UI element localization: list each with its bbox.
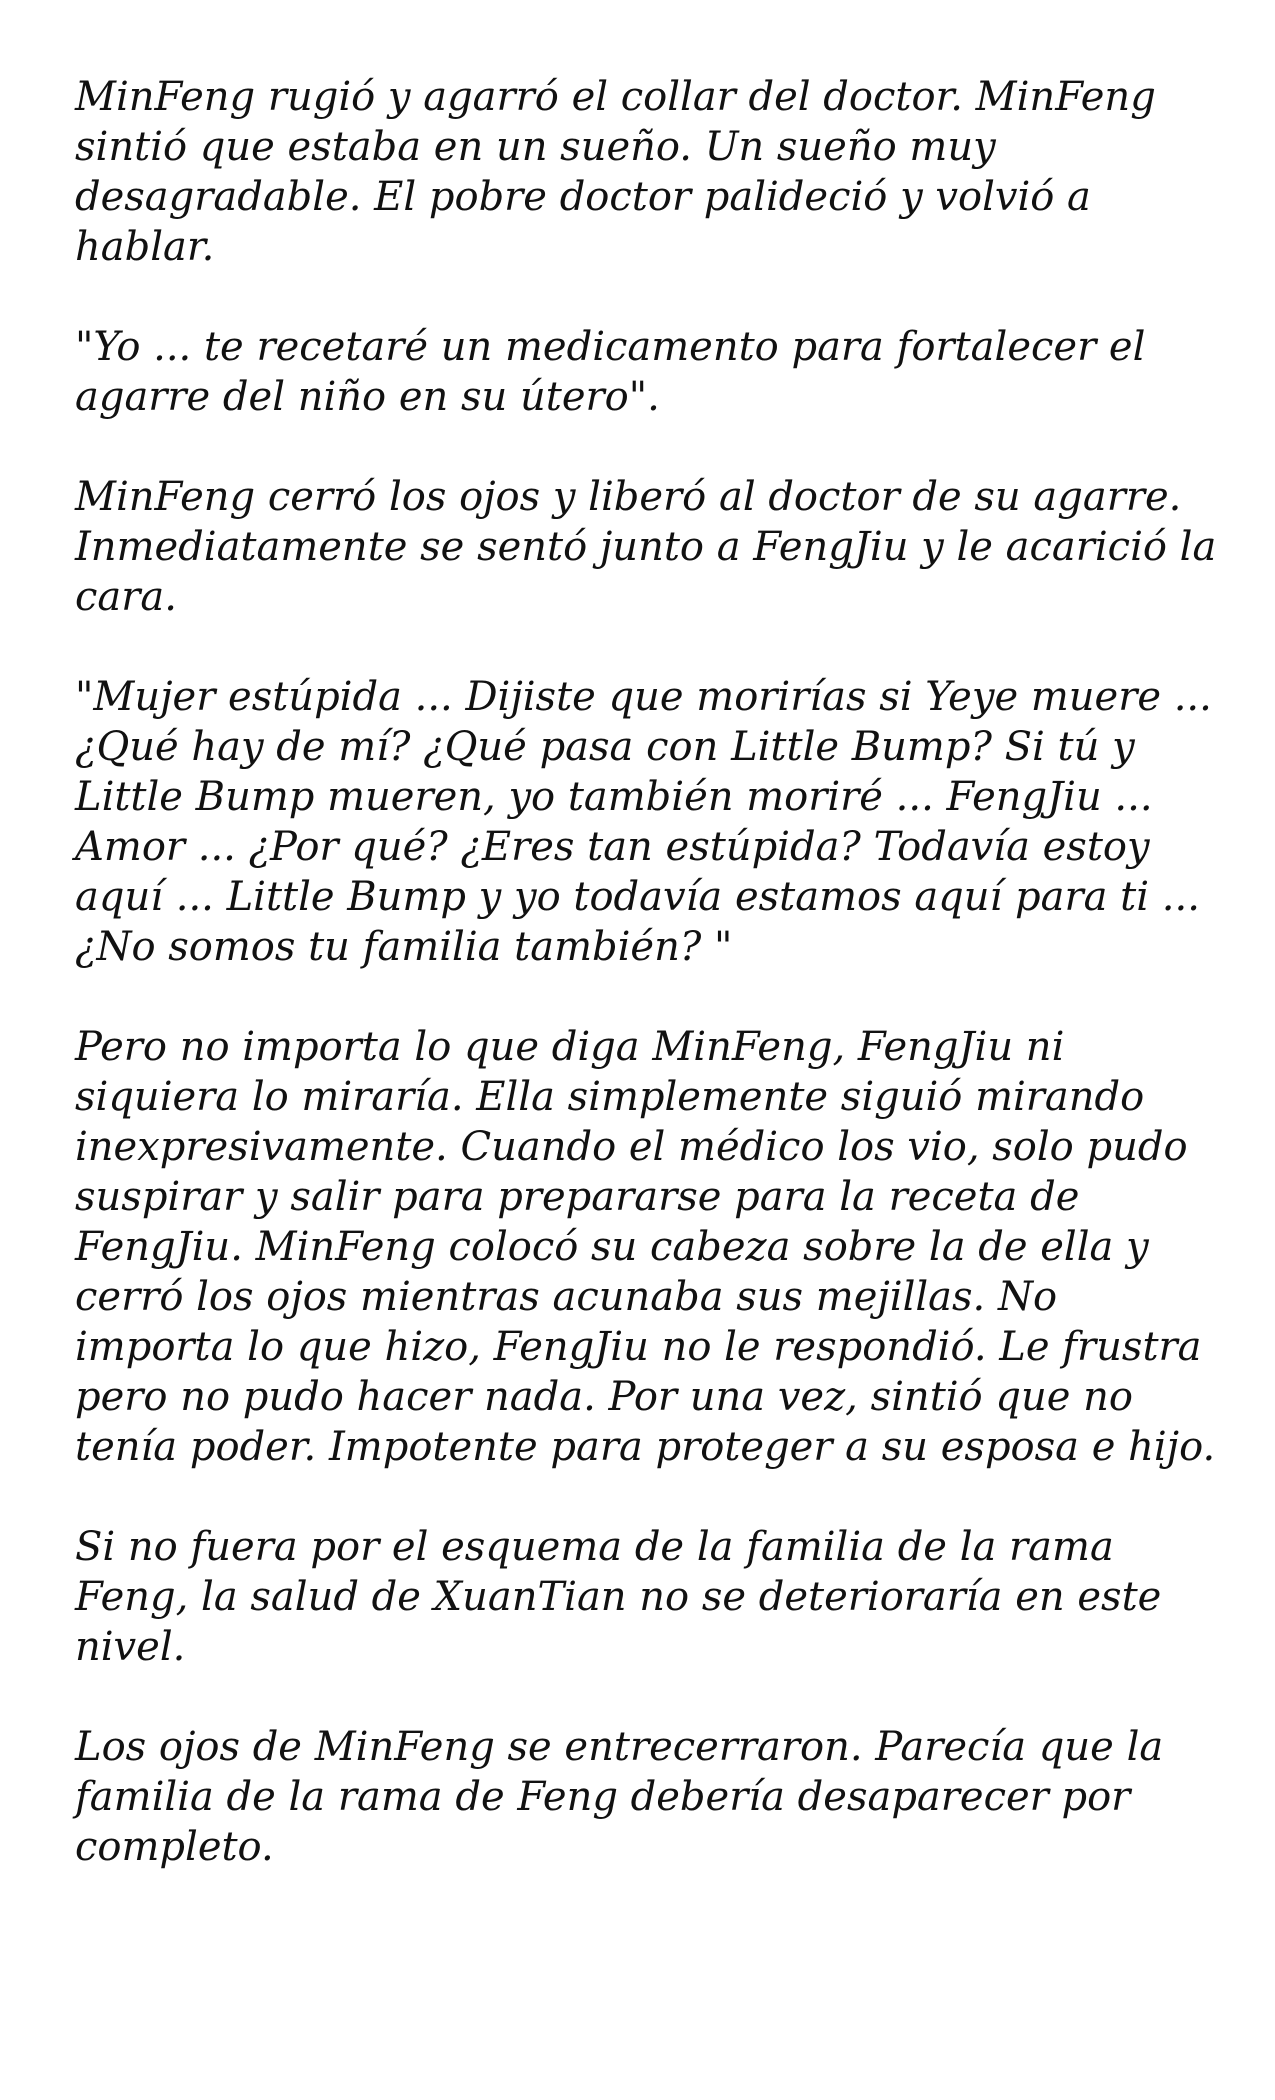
paragraph-5: Pero no importa lo que diga MinFeng, FengJiu ni siquiera lo miraría. Ella simplemente siguió mirando inexpresivamente. Cuando el médico los vio, solo pudo suspirar y salir para prepararse para la receta de FengJiu. MinFeng colocó su cabeza sobre la de ella y cerró los ojos mientras acunaba sus mejillas. No importa lo que hizo, FengJiu no le respondió. Le frustra pero no pudo hacer nada. Por una vez, sintió que no tenía poder. Impotente para proteger a su esposa e hijo. — [75, 1024, 1216, 1470]
story-text — [75, 72, 1220, 1872]
paragraph-3: MinFeng cerró los ojos y liberó al doctor de su agarre. Inmediatamente se sentó junto a FengJiu y le acarició la cara. — [75, 474, 1217, 620]
paragraph-4: "Mujer estúpida ... Dijiste que morirías si Yeye muere ... ¿Qué hay de mí? ¿Qué pasa con Little Bump? Si tú y Little Bump mueren, yo también moriré ... FengJiu ... Amor ... ¿Por qué? ¿Eres tan estúpida? Todavía estoy aquí ... Little Bump y yo todavía estamos aquí para ti ... ¿No somos tu familia también? " — [75, 674, 1212, 970]
paragraph-2: "Yo ... te recetaré un medicamento para fortalecer el agarre del niño en su útero". — [75, 324, 1146, 420]
paragraph-1: MinFeng rugió y agarró el collar del doctor. MinFeng sintió que estaba en un sueño. Un sueño muy desagradable. El pobre doctor palideció y volvió a hablar. — [75, 74, 1156, 270]
paragraph-7: Los ojos de MinFeng se entrecerraron. Parecía que la familia de la rama de Feng debería desaparecer por completo. — [75, 1724, 1164, 1870]
paragraph-6: Si no fuera por el esquema de la familia de la rama Feng, la salud de XuanTian no se deterioraría en este nivel. — [75, 1524, 1162, 1670]
